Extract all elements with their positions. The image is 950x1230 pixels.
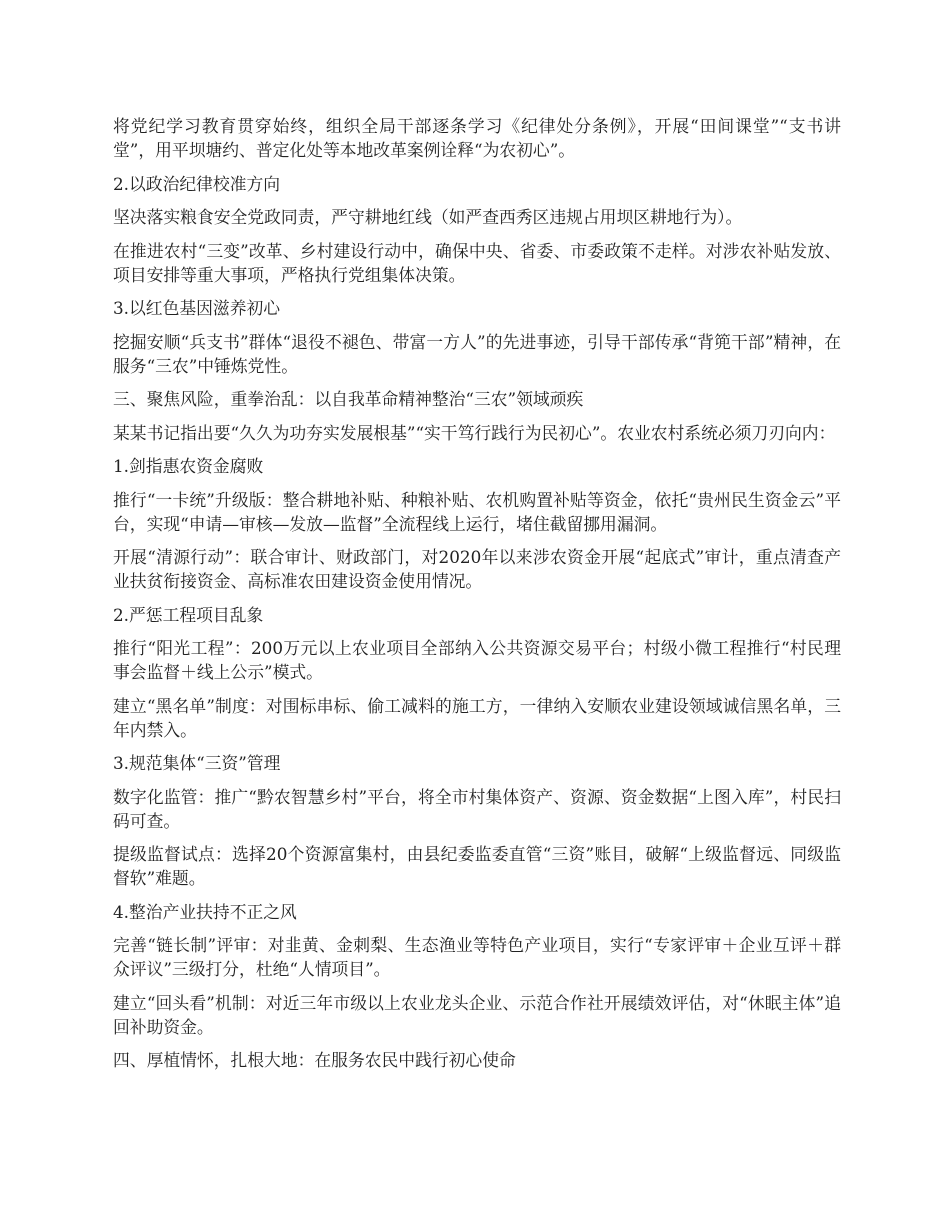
subheading: 4.整治产业扶持不正之风 xyxy=(113,901,297,922)
paragraph: 开展“清源行动”：联合审计、财政部门，对2020年以来涉农资金开展“起底式”审计，重点清查产业扶贫衔接资金、高标准农田建设资金使用情况。 xyxy=(113,547,841,591)
subheading: 2.严惩工程项目乱象 xyxy=(113,604,264,625)
section-heading: 四、厚植情怀，扎根大地：在服务农民中践行初心使命 xyxy=(113,1050,516,1070)
subheading: 3.以红色基因滋养初心 xyxy=(113,298,281,318)
paragraph: 在推进农村“三变”改革、乡村建设行动中，确保中央、省委、市委政策不走样。对涉农补贴发放、项目安排等重大事项，严格执行党组集体决策。 xyxy=(113,240,841,285)
paragraph: 提级监督试点：选择20个资源富集村，由县纪委监委直管“三资”账目，破解“上级监督远、同级监督软”难题。 xyxy=(113,844,842,888)
paragraph: 建立“黑名单”制度：对围标串标、偷工减料的施工方，一律纳入安顺农业建设领域诚信黑名单，三年内禁入。 xyxy=(113,695,841,740)
subheading: 3.规范集体“三资”管理 xyxy=(113,753,281,773)
paragraph: 推行“一卡统”升级版：整合耕地补贴、种粮补贴、农机购置补贴等资金，依托“贵州民生资金云”平台，实现“申请—审核—发放—监督”全流程线上运行，堵住截留挪用漏洞。 xyxy=(113,489,841,534)
paragraph: 推行“阳光工程”：200万元以上农业项目全部纳入公共资源交易平台；村级小微工程推行“村民理事会监督＋线上公示”模式。 xyxy=(113,638,841,682)
paragraph: 数字化监管：推广“黔农智慧乡村”平台，将全市村集体资产、资源、资金数据“上图入库”，村民扫码可查。 xyxy=(113,786,841,831)
paragraph: 某某书记指出要“久久为功夯实发展根基”“实干笃行践行为民初心”。农业农村系统必须刀刃向内： xyxy=(113,422,836,443)
subheading: 1.剑指惠农资金腐败 xyxy=(113,456,264,476)
paragraph: 将党纪学习教育贯穿始终，组织全局干部逐条学习《纪律处分条例》，开展“田间课堂”“支书讲堂”，用平坝塘约、普定化处等本地改革案例诠释“为农初心”。 xyxy=(113,116,841,160)
document-body xyxy=(113,114,841,1082)
subheading: 2.以政治纪律校准方向 xyxy=(113,173,281,194)
paragraph: 坚决落实粮食安全党政同责，严守耕地红线（如严查西秀区违规占用坝区耕地行为）。 xyxy=(113,207,743,227)
section-heading: 三、聚焦风险，重拳治乱：以自我革命精神整治“三农”领域顽疾 xyxy=(113,389,584,409)
paragraph: 完善“链长制”评审：对韭黄、金刺梨、生态渔业等特色产业项目，实行“专家评审＋企业互评＋群众评议”三级打分，杜绝“人情项目”。 xyxy=(113,935,841,979)
paragraph: 建立“回头看”机制：对近三年市级以上农业龙头企业、示范合作社开展绩效评估，对“休眠主体”追回补助资金。 xyxy=(113,992,841,1037)
paragraph: 挖掘安顺“兵支书”群体“退役不褪色、带富一方人”的先进事迹，引导干部传承“背篼干部”精神，在服务“三农”中锤炼党性。 xyxy=(113,331,841,376)
